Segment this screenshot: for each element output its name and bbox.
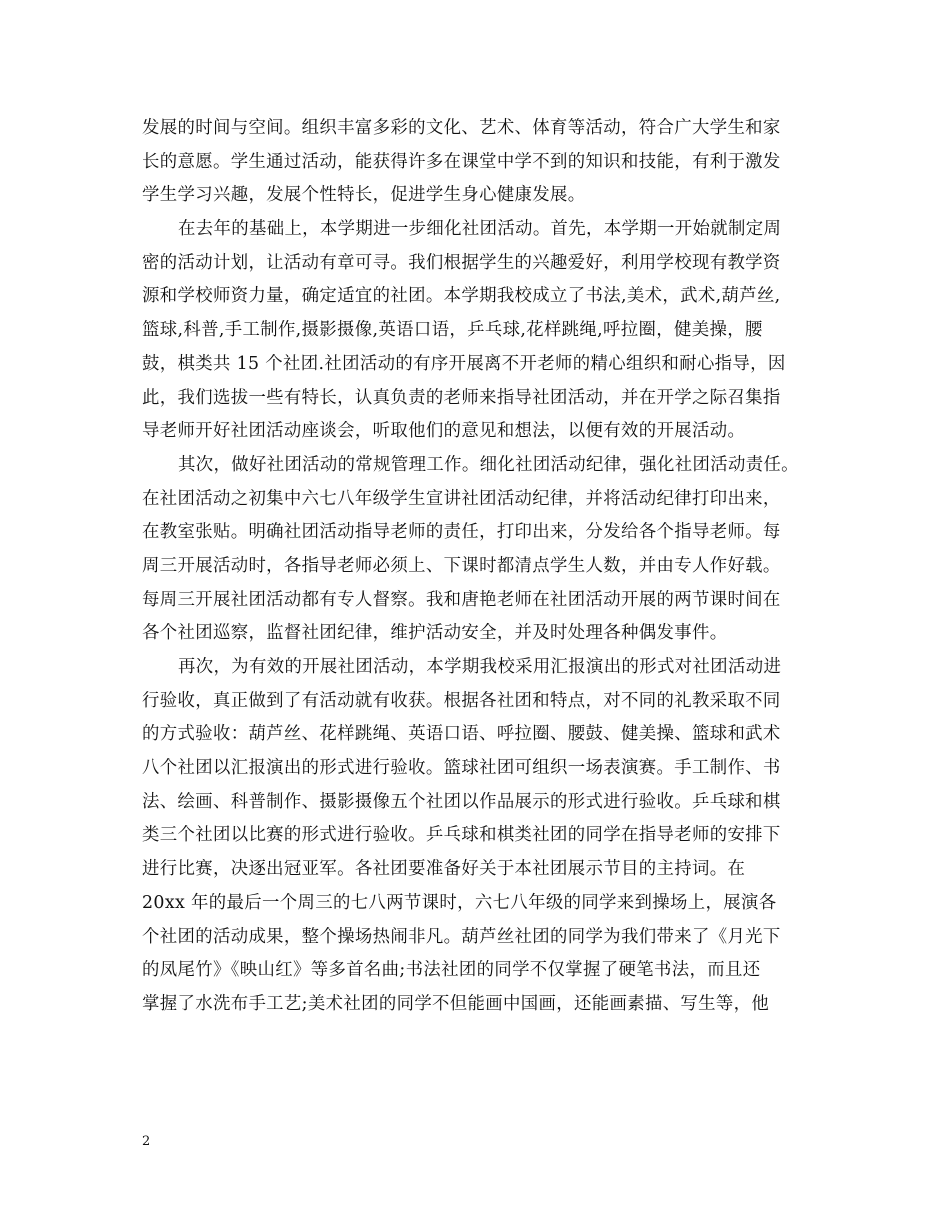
text-line: 密的活动计划，让活动有章可寻。我们根据学生的兴趣爱好，利用学校现有教学资 [142, 252, 781, 273]
text-line: 学生学习兴趣，发展个性特长，促进学生身心健康发展。 [142, 185, 586, 206]
text-line: 八个社团以汇报演出的形式进行验收。篮球社团可组织一场表演赛。手工制作、书 [142, 758, 781, 779]
paragraph-start-line: 在去年的基础上，本学期进一步细化社团活动。首先，本学期一开始就制定周 [178, 219, 782, 240]
text-line: 鼓，棋类共 15 个社团.社团活动的有序开展离不开老师的精心组织和耐心指导，因 [142, 353, 786, 374]
text-line: 类三个社团以比赛的形式进行验收。乒乓球和棋类社团的同学在指导老师的安排下 [142, 825, 781, 846]
text-line: 20xx 年的最后一个周三的七八两节课时，六七八年级的同学来到操场上，展演各 [142, 892, 777, 913]
text-line: 周三开展活动时，各指导老师必须上、下课时都清点学生人数，并由专人作好载。 [142, 555, 781, 576]
text-line: 导老师开好社团活动座谈会，听取他们的意见和想法，以便有效的开展活动。 [142, 421, 746, 442]
text-line: 每周三开展社团活动都有专人督察。我和唐艳老师在社团活动开展的两节课时间在 [142, 589, 781, 610]
paragraph-start-line: 再次，为有效的开展社团活动，本学期我校采用汇报演出的形式对社团活动进 [178, 657, 782, 677]
text-line: 篮球,科普,手工制作,摄影摄像,英语口语，乒乓球,花样跳绳,呼拉圈，健美操，腰 [142, 320, 763, 341]
text-line: 发展的时间与空间。组织丰富多彩的文化、艺术、体育等活动，符合广大学生和家 [142, 118, 781, 138]
text-line: 的凤尾竹》《映山红》等多首名曲;书法社团的同学不仅掌握了硬笔书法，而且还 [142, 960, 761, 981]
document-body [142, 112, 842, 1022]
paragraph-start-line: 其次，做好社团活动的常规管理工作。细化社团活动纪律，强化社团活动责任。 [178, 454, 799, 475]
text-line: 进行比赛，决逐出冠亚军。各社团要准备好关于本社团展示节目的主持词。在 [142, 859, 746, 880]
text-line: 在教室张贴。明确社团活动指导老师的责任，打印出来，分发给各个指导老师。每 [142, 522, 781, 543]
text-line: 的方式验收：葫芦丝、花样跳绳、英语口语、呼拉圈、腰鼓、健美操、篮球和武术 [142, 724, 781, 745]
text-line: 各个社团巡察，监督社团纪律，维护活动安全，并及时处理各种偶发事件。 [142, 623, 728, 644]
text-line: 个社团的活动成果，整个操场热闹非凡。葫芦丝社团的同学为我们带来了《月光下 [142, 926, 781, 947]
text-line: 在社团活动之初集中六七八年级学生宣讲社团活动纪律，并将活动纪律打印出来， [142, 488, 781, 509]
text-line: 此，我们选拔一些有特长，认真负责的老师来指导社团活动，并在开学之际召集指 [142, 387, 781, 408]
text-line: 行验收，真正做到了有活动就有收获。根据各社团和特点，对不同的礼教采取不同 [142, 690, 781, 711]
text-line: 源和学校师资力量，确定适宜的社团。本学期我校成立了书法,美术，武术,葫芦丝, [142, 286, 781, 307]
text-line: 掌握了水洗布手工艺;美术社团的同学不但能画中国画，还能画素描、写生等，他 [142, 993, 770, 1014]
text-line: 长的意愿。学生通过活动，能获得许多在课堂中学不到的知识和技能，有利于激发 [142, 151, 781, 172]
text-line: 法、绘画、科普制作、摄影摄像五个社团以作品展示的形式进行验收。乒乓球和棋 [142, 791, 781, 812]
page-number: 2 [142, 1134, 151, 1149]
